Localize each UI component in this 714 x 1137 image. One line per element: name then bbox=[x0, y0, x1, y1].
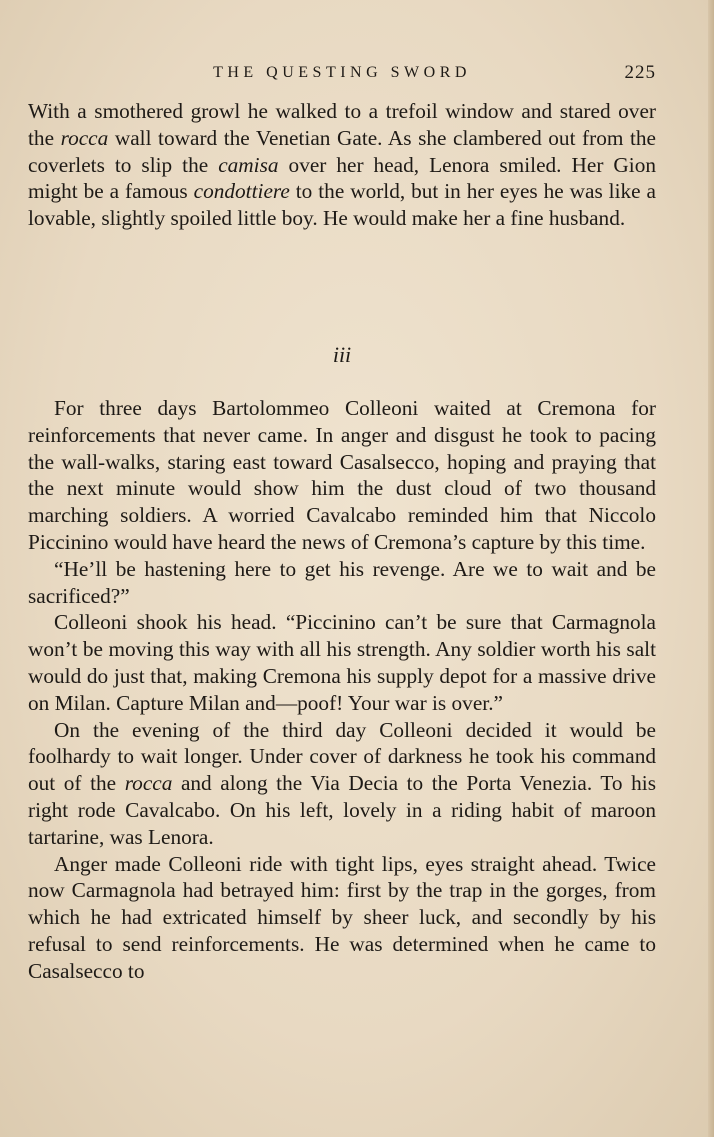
italic-text: rocca bbox=[60, 125, 109, 150]
paragraph bbox=[28, 851, 656, 985]
text-run: over her head, Lenora smiled. Her Gion might be a famous bbox=[28, 152, 656, 204]
text-block-after-section bbox=[28, 395, 656, 985]
text-block-before-section bbox=[28, 98, 656, 232]
paragraph bbox=[28, 609, 656, 716]
running-title: THE QUESTING SWORD bbox=[213, 64, 471, 81]
text-run: to the world, but in her eyes he was like a lovable, slightly spoiled little boy. He would make her a fine husband. bbox=[28, 179, 656, 231]
paragraph bbox=[28, 395, 656, 556]
text-run: On the evening of the third day Colleoni decided it would be foolhardy to wait longer. Under cover of darkness he took his command out of the bbox=[28, 717, 656, 796]
italic-text: camisa bbox=[218, 152, 279, 177]
paragraph bbox=[28, 717, 656, 851]
text-run: “He’ll be hastening here to get his revenge. Are we to wait and be sacrificed?” bbox=[28, 556, 656, 608]
text-run: Colleoni shook his head. “Piccinino can’t be sure that Carmagnola won’t be moving this way with all his strength. Any soldier worth his salt would do just that, making Cremona his supply depot for a massive drive on Milan. Capture Milan and—poof! Your war is over.” bbox=[28, 610, 656, 715]
text-run: Anger made Colleoni ride with tight lips, eyes straight ahead. Twice now Carmagnola had betrayed him: first by the trap in the gorges, from which he had extricated himself by sheer luck, and secondly by his refusal to send reinforcements. He was determined when he came to Casalsecco to bbox=[28, 851, 656, 983]
running-head bbox=[28, 62, 656, 86]
italic-text: rocca bbox=[124, 771, 173, 796]
page-edge bbox=[708, 0, 714, 1137]
text-run: With a smothered growl he walked to a trefoil window and stared over the bbox=[28, 99, 656, 150]
paragraph bbox=[28, 556, 656, 610]
italic-text: condottiere bbox=[193, 179, 290, 204]
text-run: wall toward the Venetian Gate. As she clambered out from the coverlets to slip the bbox=[28, 125, 657, 177]
paragraph bbox=[28, 98, 656, 232]
page-number: 225 bbox=[624, 62, 656, 83]
text-run: For three days Bartolommeo Colleoni waited at Cremona for reinforcements that never came. In anger and disgust he took to pacing the wall-walks, staring east toward Casalsecco, hoping and praying that the next minute would show him the dust cloud of two thousand marching soldiers. A worried Cavalcabo reminded him that Niccolo Piccinino would have heard the news of Cremona’s capture by this time. bbox=[28, 396, 656, 554]
section-marker: iii bbox=[332, 342, 352, 367]
text-run: and along the Via Decia to the Porta Venezia. To his right rode Cavalcabo. On his left, lovely in a riding habit of maroon tartarine, was Lenora. bbox=[28, 771, 656, 849]
